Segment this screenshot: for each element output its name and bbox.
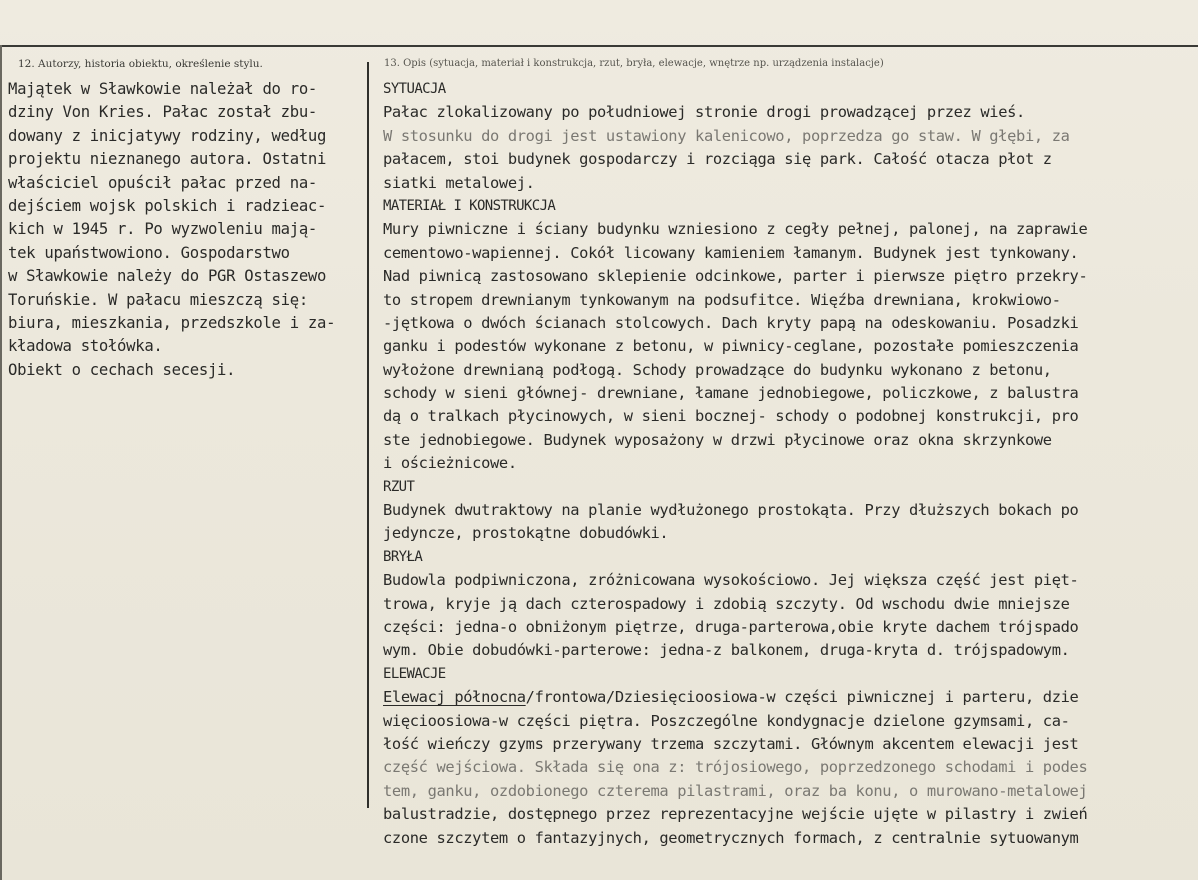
history-line: dowany z inicjatywy rodziny, według	[8, 126, 327, 145]
description-line: Budowla podpiwniczona, zróżnicowana wysokościowo. Jej większa część jest pięt-	[383, 571, 1079, 590]
description-line: jedyncze, prostokątne dobudówki.	[383, 524, 669, 543]
history-line: Obiekt o cechach secesji.	[8, 360, 236, 379]
description-line: łość wieńczy gzyms przerywany trzema szczytami. Głównym akcentem elewacji jest	[383, 734, 1079, 753]
left-column-header: 12. Autorzy, historia obiektu, określenie stylu.	[18, 58, 263, 70]
form-top-border	[0, 45, 1198, 47]
history-column	[8, 78, 368, 382]
section-heading-sytuacja: SYTUACJA	[383, 81, 446, 97]
description-line: więcioosiowa-w części piętra. Poszczególne kondygnacje dzielone gzymsami, ca-	[383, 711, 1070, 730]
description-line: Mury piwniczne i ściany budynku wzniesiono z cegły pełnej, palonej, na zaprawie	[383, 220, 1088, 239]
description-line: wym. Obie dobudówki-parterowe: jedna-z balkonem, druga-kryta d. trójspadowym.	[383, 641, 1070, 660]
description-line: schody w sieni głównej- drewniane, łamane jednobiegowe, policzkowe, z balustra	[383, 384, 1079, 403]
history-line: właściciel opuścił pałac przed na-	[8, 173, 318, 192]
history-line: dejściem wojsk polskich i radzieac-	[8, 196, 327, 215]
description-column	[383, 78, 1195, 850]
description-line: cementowo-wapiennej. Cokół licowany kamieniem łamanym. Budynek jest tynkowany.	[383, 243, 1079, 262]
elevation-first-line-rest: /frontowa/Dziesięcioosiowa-w części piwnicznej i parteru, dzie	[525, 688, 1079, 707]
description-line: część wejściowa. Składa się ona z: trójosiowego, poprzedzonego schodami i podes	[383, 758, 1088, 777]
description-line: -jętkowa o dwóch ścianach stolcowych. Dach kryty papą na odeskowaniu. Posadzki	[383, 313, 1079, 332]
history-line: Toruńskie. W pałacu mieszczą się:	[8, 290, 308, 309]
description-line: to stropem drewnianym tynkowanym na podsufitce. Więźba drewniana, krokwiowo-	[383, 290, 1061, 309]
description-line: części: jedna-o obniżonym piętrze, druga-parterowa,obie kryte dachem trójspado	[383, 617, 1079, 636]
history-line: projektu nieznanego autora. Ostatni	[8, 150, 327, 169]
description-line: wyłożone drewnianą podłogą. Schody prowadzące do budynku wykonano z betonu,	[383, 360, 1052, 379]
description-line: tem, ganku, ozdobionego czterema pilastrami, oraz ba konu, o murowano-metalowej	[383, 781, 1088, 800]
section-heading-rzut: RZUT	[383, 478, 415, 495]
history-line: tek upaństwowiono. Gospodarstwo	[8, 243, 290, 262]
description-line: balustradzie, dostępnego przez reprezentacyjne wejście ujęte w pilastry i zwień	[383, 805, 1088, 824]
description-line: i ościeżnicowe.	[383, 454, 517, 473]
description-line-first-elevation	[383, 686, 1195, 709]
form-left-edge	[0, 45, 2, 880]
right-column-header: 13. Opis (sytuacja, materiał i konstrukcja, rzut, bryła, elewacje, wnętrze np. urządzenia instalacje)	[384, 58, 884, 69]
history-line: dziny Von Kries. Pałac został zbu-	[8, 103, 318, 122]
description-line: Budynek dwutraktowy na planie wydłużonego prostokąta. Przy dłuższych bokach po	[383, 501, 1079, 520]
description-line: ganku i podestów wykonane z betonu, w piwnicy-ceglane, pozostałe pomieszczenia	[383, 337, 1079, 356]
description-line: Pałac zlokalizowany po południowej stronie drogi prowadzącej przez wieś.	[383, 103, 1025, 122]
history-line: w Sławkowie należy do PGR Ostaszewo	[8, 267, 327, 286]
history-line: Majątek w Sławkowie należał do ro-	[8, 80, 318, 98]
history-line: kładowa stołówka.	[8, 337, 163, 356]
description-line: trowa, kryje ją dach czterospadowy i zdobią szczyty. Od wschodu dwie mniejsze	[383, 594, 1070, 613]
elevation-name-underlined: Elewacj północna	[383, 688, 526, 707]
description-line: W stosunku do drogi jest ustawiony kalenicowo, poprzedza go staw. W głębi, za	[383, 126, 1070, 145]
description-line: pałacem, stoi budynek gospodarczy i rozciąga się park. Całość otacza płot z	[383, 150, 1052, 169]
description-line: dą o tralkach płycinowych, w sieni bocznej- schody o podobnej konstrukcji, pro	[383, 407, 1079, 426]
description-line: czone szczytem o fantazyjnych, geometrycznych formach, z centralnie sytuowanym	[383, 828, 1079, 847]
history-line: biura, mieszkania, przedszkole i za-	[8, 313, 336, 332]
section-heading-material: MATERIAŁ I KONSTRUKCJA	[383, 197, 556, 214]
description-line: siatki metalowej.	[383, 173, 535, 192]
history-line: kich w 1945 r. Po wyzwoleniu mają-	[8, 220, 318, 239]
description-line: Nad piwnicą zastosowano sklepienie odcinkowe, parter i pierwsze piętro przekry-	[383, 267, 1088, 286]
section-heading-bryla: BRYŁA	[383, 548, 423, 565]
description-line: ste jednobiegowe. Budynek wyposażony w drzwi płycinowe oraz okna skrzynkowe	[383, 430, 1052, 449]
section-heading-elewacje: ELEWACJE	[383, 665, 446, 682]
